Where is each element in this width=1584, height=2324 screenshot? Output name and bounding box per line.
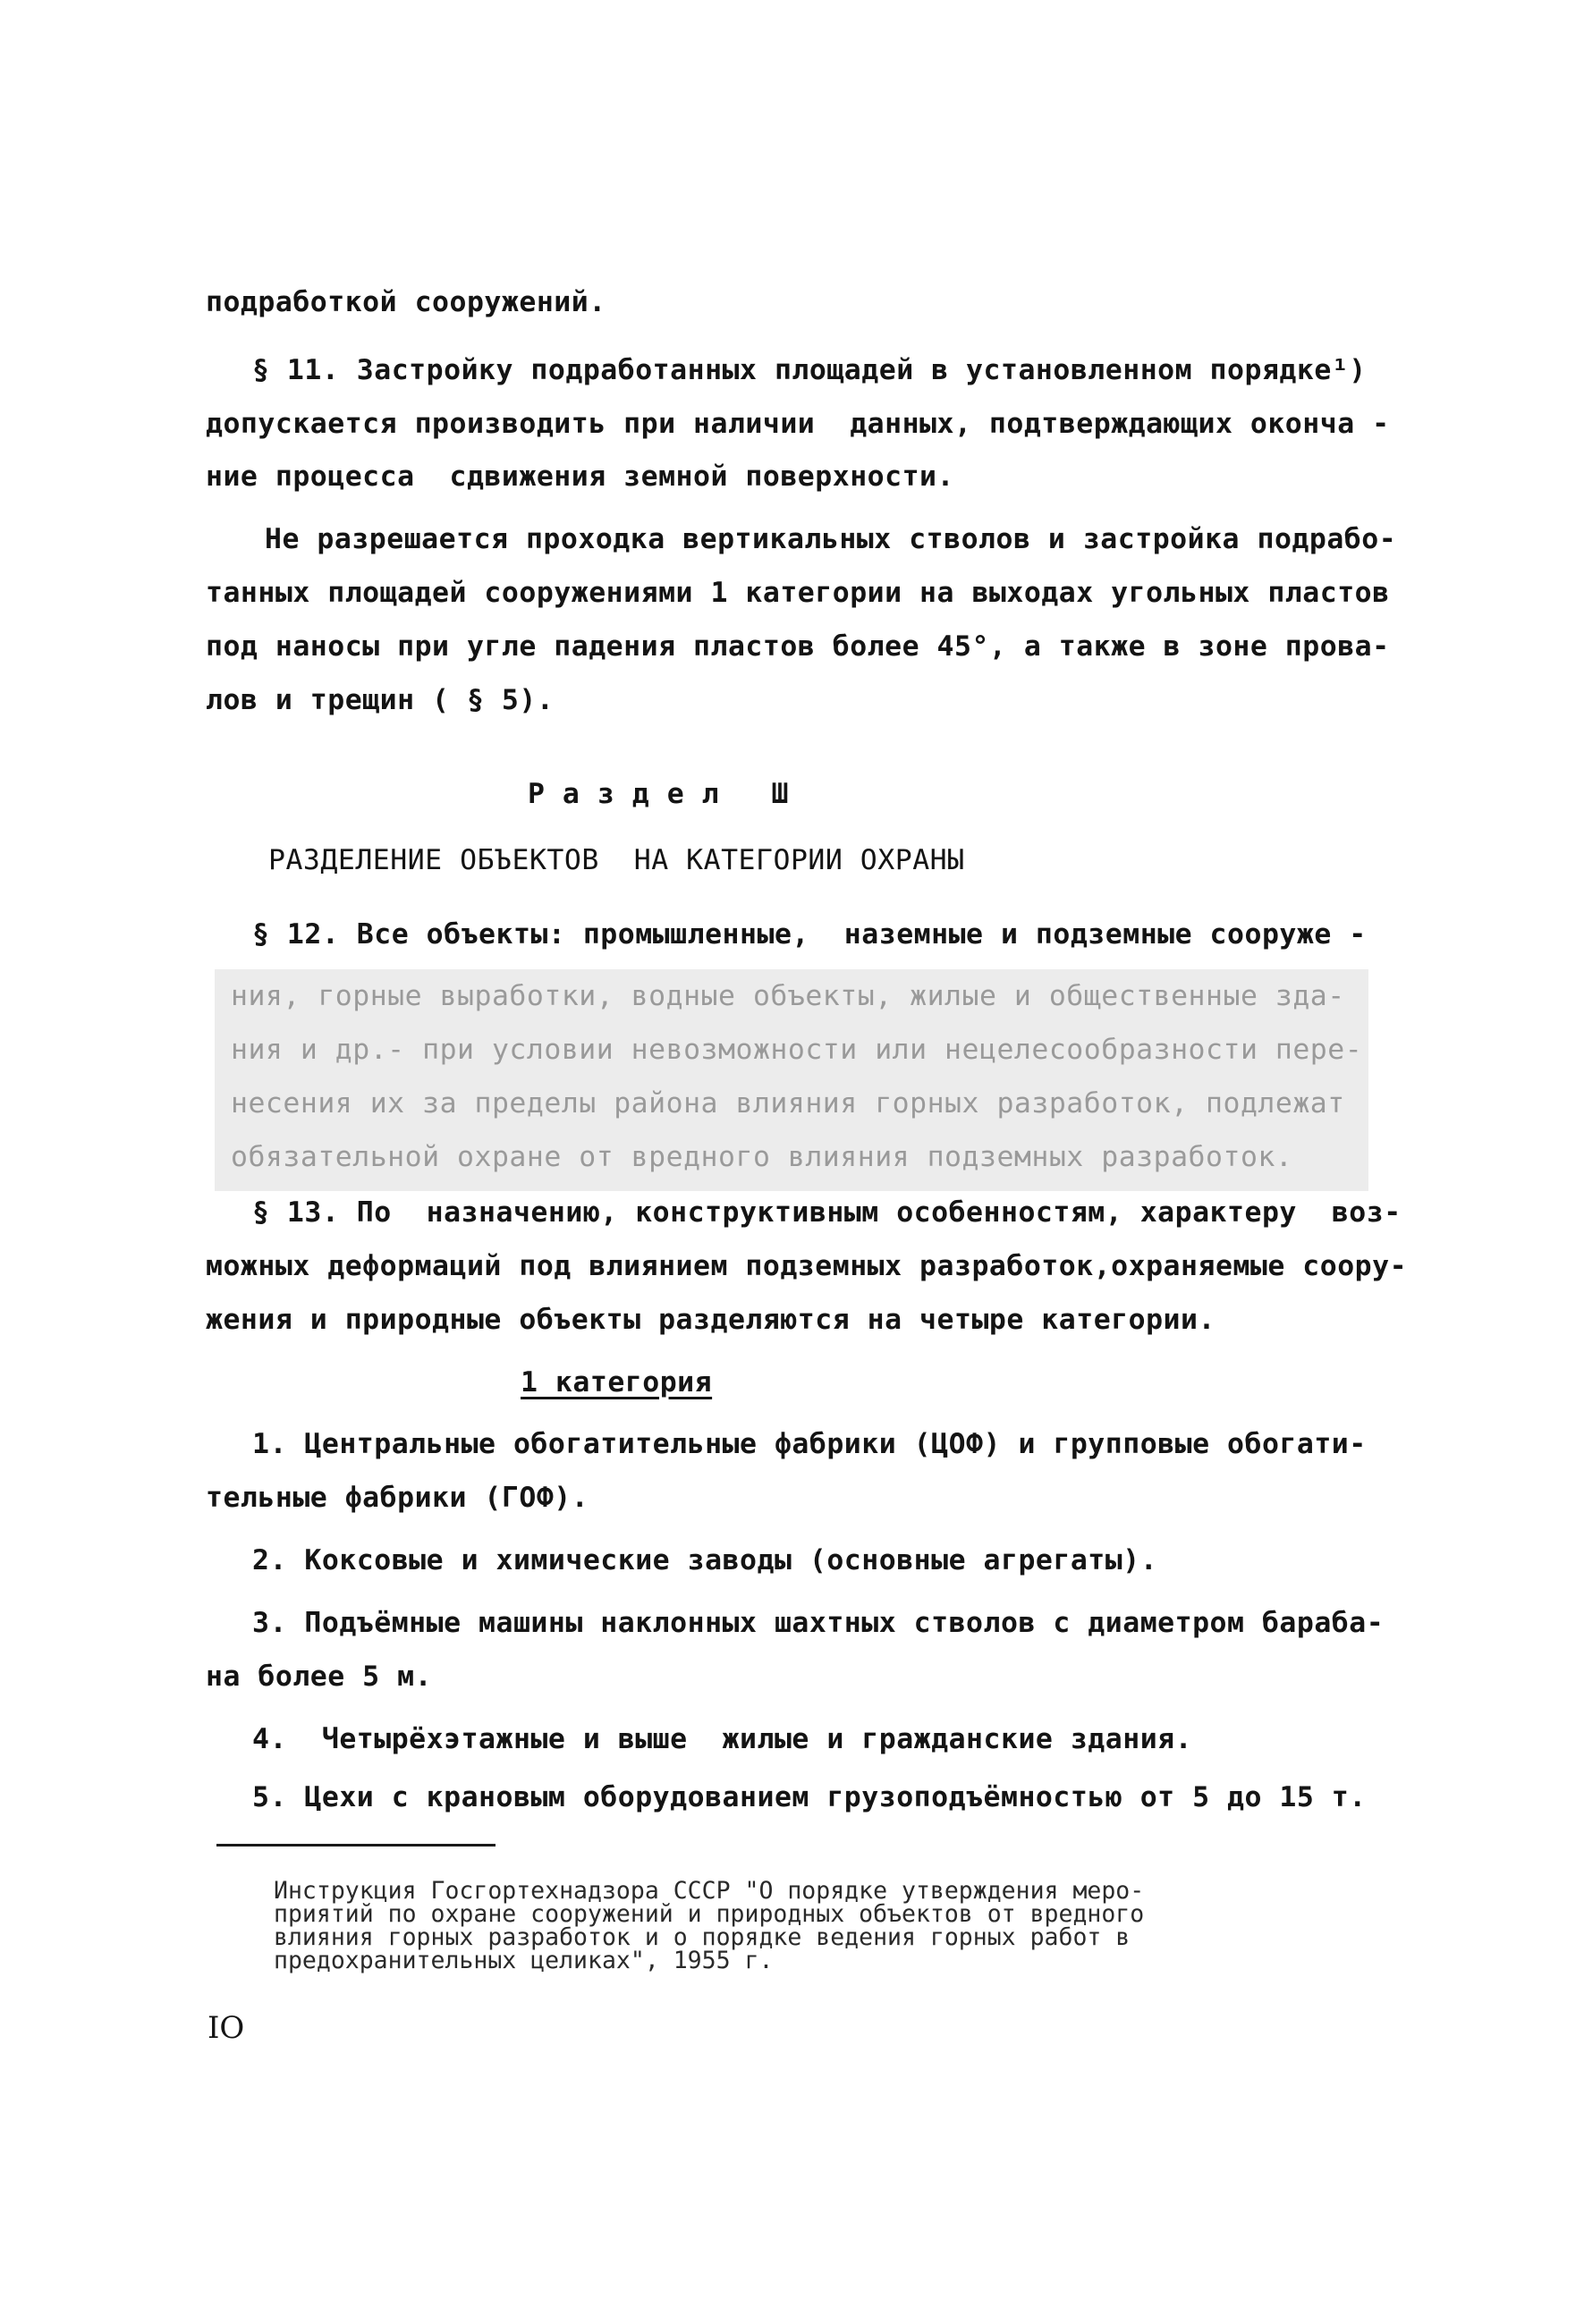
list-item: 5. Цехи с крановым оборудованием грузоподъёмностью от 5 до 15 т. [252, 1781, 1367, 1813]
section-heading: Р а з д е л Ш [528, 778, 789, 810]
list-item: тельные фабрики (ГОФ). [206, 1482, 589, 1514]
list-item: на более 5 м. [206, 1661, 433, 1693]
list-item: 3. Подъёмные машины наклонных шахтных стволов с диаметром бараба- [252, 1607, 1385, 1639]
paragraph-11-line: ние процесса сдвижения земной поверхности. [206, 461, 954, 493]
footnote-line: приятий по охране сооружений и природных объектов от вредного [274, 1900, 1145, 1928]
body-line: Не разрешается проходка вертикальных стволов и застройка подрабо- [265, 523, 1397, 555]
body-line: под наносы при угле падения пластов более 45°, а также в зоне прова- [206, 630, 1390, 663]
paragraph-11-line: допускается производить при наличии данных, подтверждающих оконча - [206, 408, 1390, 440]
body-line: подработкой сооружений. [206, 286, 606, 318]
body-line: лов и трещин ( § 5). [206, 684, 555, 716]
paragraph-12-line: ния и др.- при условии невозможности или нецелесообразности пере- [231, 1034, 1363, 1066]
paragraph-12-line: несения их за пределы района влияния горных разработок, подлежат [231, 1087, 1345, 1120]
paragraph-13-line: можных деформаций под влиянием подземных разработок,охраняемые соору- [206, 1250, 1408, 1282]
category-heading: 1 категория [521, 1366, 713, 1399]
footnote-rule [216, 1844, 496, 1847]
list-item: 2. Коксовые и химические заводы (основные агрегаты). [252, 1544, 1158, 1576]
paragraph-12-line: ния, горные выработки, водные объекты, жилые и общественные зда- [231, 980, 1345, 1012]
page-number: IO [208, 2010, 245, 2046]
paragraph-12-line: § 12. Все объекты: промышленные, наземные и подземные сооруже - [252, 918, 1367, 951]
footnote-line: влияния горных разработок и о порядке ведения горных работ в [274, 1923, 1131, 1951]
paragraph-13-line: жения и природные объекты разделяются на четыре категории. [206, 1304, 1216, 1336]
footnote-line: предохранительных целиках", 1955 г. [274, 1947, 774, 1974]
paragraph-12-line: обязательной охране от вредного влияния подземных разработок. [231, 1141, 1293, 1173]
paragraph-13-line: § 13. По назначению, конструктивным особенностям, характеру воз- [252, 1196, 1402, 1229]
body-line: танных площадей сооружениями 1 категории на выходах угольных пластов [206, 577, 1390, 609]
paragraph-11-line: § 11. Застройку подработанных площадей в установленном порядке¹) [252, 354, 1367, 386]
footnote-line: Инструкция Госгортехнадзора СССР "О порядке утверждения меро- [274, 1877, 1145, 1905]
list-item: 1. Центральные обогатительные фабрики (ЦОФ) и групповые обогати- [252, 1428, 1367, 1460]
list-item: 4. Четырёхэтажные и выше жилые и гражданские здания. [252, 1723, 1193, 1755]
section-title: РАЗДЕЛЕНИЕ ОБЪЕКТОВ НА КАТЕГОРИИ ОХРАНЫ [268, 844, 965, 876]
